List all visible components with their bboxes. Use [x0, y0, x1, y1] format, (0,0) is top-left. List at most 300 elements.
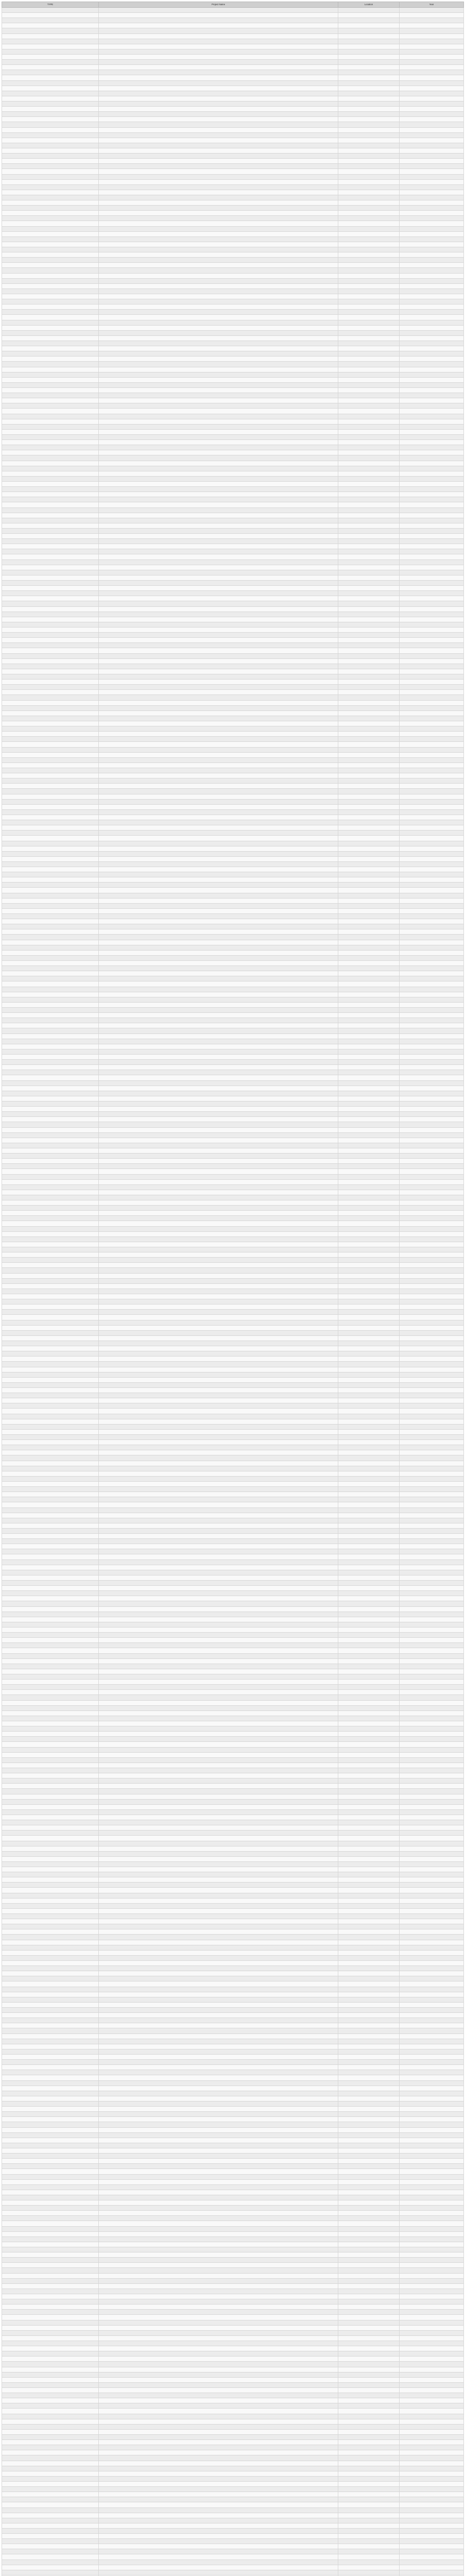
- cell-type: [2, 1070, 99, 1075]
- cell-type: [2, 1908, 99, 1913]
- cell-location: [338, 1528, 400, 1533]
- cell-project-name: [99, 935, 338, 940]
- cell-location: [338, 2132, 400, 2138]
- cell-type: [2, 2398, 99, 2403]
- cell-type: [2, 2122, 99, 2127]
- cell-project-name: [99, 1820, 338, 1825]
- table-row: [2, 1867, 464, 1872]
- table-row: [2, 2132, 464, 2138]
- table-row: [2, 2190, 464, 2195]
- cell-type: [2, 2387, 99, 2393]
- cell-year: [400, 1226, 464, 1231]
- table-row: [2, 1721, 464, 1726]
- cell-project-name: [99, 742, 338, 747]
- cell-project-name: [99, 1315, 338, 1320]
- cell-year: [400, 1981, 464, 1987]
- cell-type: [2, 169, 99, 174]
- cell-year: [400, 2226, 464, 2231]
- table-row: [2, 8, 464, 13]
- cell-type: [2, 1841, 99, 1846]
- cell-project-name: [99, 914, 338, 919]
- table-row: [2, 1169, 464, 1174]
- cell-project-name: [99, 836, 338, 841]
- cell-location: [338, 403, 400, 409]
- cell-year: [400, 2060, 464, 2065]
- cell-project-name: [99, 747, 338, 752]
- cell-location: [338, 1190, 400, 1195]
- cell-project-name: [99, 648, 338, 653]
- table-body: [2, 8, 464, 2576]
- cell-type: [2, 2013, 99, 2018]
- table-row: [2, 2065, 464, 2070]
- cell-project-name: [99, 409, 338, 414]
- cell-project-name: [99, 617, 338, 622]
- table-row: [2, 294, 464, 299]
- cell-type: [2, 1393, 99, 1398]
- cell-type: [2, 2382, 99, 2387]
- cell-location: [338, 997, 400, 1002]
- table-row: [2, 1507, 464, 1513]
- cell-type: [2, 1794, 99, 1799]
- cell-year: [400, 1966, 464, 1971]
- table-row: [2, 1664, 464, 1669]
- cell-type: [2, 987, 99, 992]
- cell-type: [2, 1935, 99, 1940]
- table-row: [2, 898, 464, 903]
- table-row: [2, 2127, 464, 2132]
- table-row: [2, 726, 464, 732]
- cell-location: [338, 1945, 400, 1950]
- cell-location: [338, 206, 400, 211]
- cell-type: [2, 2154, 99, 2159]
- cell-type: [2, 2325, 99, 2330]
- cell-location: [338, 1836, 400, 1841]
- cell-project-name: [99, 179, 338, 184]
- cell-type: [2, 2549, 99, 2554]
- cell-type: [2, 2206, 99, 2211]
- cell-year: [400, 1903, 464, 1908]
- cell-location: [338, 2247, 400, 2252]
- cell-project-name: [99, 2570, 338, 2575]
- cell-year: [400, 1242, 464, 1247]
- cell-project-name: [99, 513, 338, 518]
- table-row: [2, 1851, 464, 1856]
- cell-location: [338, 382, 400, 387]
- cell-type: [2, 721, 99, 726]
- cell-location: [338, 1247, 400, 1252]
- cell-year: [400, 2502, 464, 2507]
- table-row: [2, 2242, 464, 2247]
- cell-project-name: [99, 1143, 338, 1148]
- cell-project-name: [99, 1924, 338, 1929]
- cell-project-name: [99, 1065, 338, 1070]
- cell-type: [2, 2273, 99, 2278]
- cell-type: [2, 1471, 99, 1476]
- cell-project-name: [99, 1289, 338, 1294]
- cell-location: [338, 628, 400, 633]
- cell-location: [338, 1867, 400, 1872]
- cell-location: [338, 13, 400, 18]
- cell-project-name: [99, 247, 338, 252]
- table-row: [2, 877, 464, 883]
- table-row: [2, 1112, 464, 1117]
- cell-year: [400, 65, 464, 70]
- cell-year: [400, 377, 464, 382]
- cell-project-name: [99, 1700, 338, 1705]
- cell-year: [400, 1794, 464, 1799]
- cell-location: [338, 1341, 400, 1346]
- cell-location: [338, 1690, 400, 1695]
- cell-year: [400, 1127, 464, 1132]
- cell-type: [2, 638, 99, 643]
- cell-type: [2, 414, 99, 419]
- cell-location: [338, 1434, 400, 1439]
- table-row: [2, 778, 464, 784]
- cell-year: [400, 2075, 464, 2080]
- cell-year: [400, 39, 464, 44]
- cell-location: [338, 2195, 400, 2200]
- cell-location: [338, 2221, 400, 2226]
- cell-project-name: [99, 877, 338, 883]
- cell-year: [400, 393, 464, 398]
- cell-year: [400, 2216, 464, 2221]
- cell-project-name: [99, 680, 338, 685]
- cell-location: [338, 1773, 400, 1778]
- cell-type: [2, 1836, 99, 1841]
- cell-year: [400, 2450, 464, 2455]
- cell-project-name: [99, 757, 338, 762]
- cell-location: [338, 924, 400, 929]
- cell-location: [338, 424, 400, 429]
- cell-type: [2, 622, 99, 627]
- cell-year: [400, 252, 464, 258]
- table-row: [2, 242, 464, 247]
- cell-location: [338, 44, 400, 49]
- cell-location: [338, 1955, 400, 1960]
- cell-location: [338, 2330, 400, 2335]
- cell-location: [338, 471, 400, 476]
- cell-year: [400, 507, 464, 513]
- table-row: [2, 971, 464, 976]
- cell-year: [400, 560, 464, 565]
- cell-project-name: [99, 8, 338, 13]
- cell-type: [2, 867, 99, 872]
- cell-location: [338, 304, 400, 310]
- cell-year: [400, 945, 464, 950]
- cell-year: [400, 1861, 464, 1867]
- table-row: [2, 1710, 464, 1716]
- cell-year: [400, 669, 464, 674]
- cell-location: [338, 2075, 400, 2080]
- cell-location: [338, 2549, 400, 2554]
- cell-project-name: [99, 1721, 338, 1726]
- cell-type: [2, 549, 99, 554]
- cell-year: [400, 33, 464, 39]
- cell-location: [338, 372, 400, 377]
- cell-location: [338, 945, 400, 950]
- cell-project-name: [99, 1638, 338, 1643]
- cell-type: [2, 283, 99, 289]
- cell-location: [338, 2351, 400, 2357]
- cell-type: [2, 794, 99, 799]
- cell-project-name: [99, 1018, 338, 1023]
- cell-project-name: [99, 1825, 338, 1831]
- cell-project-name: [99, 1263, 338, 1268]
- table-row: [2, 216, 464, 221]
- cell-location: [338, 2487, 400, 2492]
- cell-location: [338, 976, 400, 981]
- table-row: [2, 1341, 464, 1346]
- cell-type: [2, 117, 99, 122]
- cell-type: [2, 2409, 99, 2414]
- table-row: [2, 1075, 464, 1080]
- cell-location: [338, 1184, 400, 1190]
- table-row: [2, 2169, 464, 2174]
- cell-project-name: [99, 1680, 338, 1685]
- cell-type: [2, 2419, 99, 2424]
- cell-project-name: [99, 2487, 338, 2492]
- table-row: [2, 1804, 464, 1809]
- cell-location: [338, 1335, 400, 1341]
- cell-year: [400, 1945, 464, 1950]
- cell-year: [400, 1685, 464, 1690]
- table-row: [2, 528, 464, 533]
- cell-year: [400, 831, 464, 836]
- cell-type: [2, 2216, 99, 2221]
- cell-year: [400, 1757, 464, 1762]
- table-row: [2, 1685, 464, 1690]
- cell-project-name: [99, 1377, 338, 1382]
- cell-type: [2, 236, 99, 242]
- table-row: [2, 382, 464, 387]
- cell-location: [338, 1971, 400, 1976]
- cell-type: [2, 1856, 99, 1861]
- cell-project-name: [99, 903, 338, 908]
- cell-location: [338, 1997, 400, 2002]
- cell-year: [400, 1101, 464, 1106]
- cell-project-name: [99, 429, 338, 434]
- table-row: [2, 1414, 464, 1419]
- table-row: [2, 987, 464, 992]
- cell-project-name: [99, 1955, 338, 1960]
- cell-year: [400, 263, 464, 268]
- cell-type: [2, 1971, 99, 1976]
- cell-project-name: [99, 2492, 338, 2497]
- cell-location: [338, 851, 400, 856]
- cell-year: [400, 1560, 464, 1565]
- cell-location: [338, 2117, 400, 2122]
- cell-location: [338, 1164, 400, 1169]
- table-row: [2, 2195, 464, 2200]
- cell-type: [2, 1258, 99, 1263]
- cell-project-name: [99, 1148, 338, 1153]
- table-row: [2, 1554, 464, 1560]
- cell-location: [338, 1570, 400, 1575]
- cell-year: [400, 955, 464, 960]
- table-row: [2, 1174, 464, 1179]
- cell-type: [2, 54, 99, 59]
- cell-year: [400, 1310, 464, 1315]
- table-row: [2, 1778, 464, 1784]
- cell-project-name: [99, 1935, 338, 1940]
- cell-type: [2, 2429, 99, 2434]
- table-row: [2, 65, 464, 70]
- cell-year: [400, 1091, 464, 1096]
- cell-type: [2, 1726, 99, 1732]
- cell-year: [400, 1883, 464, 1888]
- cell-location: [338, 33, 400, 39]
- table-row: [2, 1961, 464, 1966]
- cell-location: [338, 377, 400, 382]
- cell-type: [2, 2289, 99, 2294]
- cell-location: [338, 211, 400, 216]
- cell-location: [338, 1033, 400, 1039]
- cell-location: [338, 961, 400, 966]
- cell-project-name: [99, 1164, 338, 1169]
- cell-year: [400, 2419, 464, 2424]
- cell-project-name: [99, 1252, 338, 1258]
- cell-year: [400, 1117, 464, 1122]
- cell-location: [338, 466, 400, 471]
- cell-year: [400, 2200, 464, 2206]
- cell-location: [338, 877, 400, 883]
- cell-year: [400, 132, 464, 138]
- cell-type: [2, 2523, 99, 2528]
- table-row: [2, 2372, 464, 2377]
- cell-type: [2, 242, 99, 247]
- table-row: [2, 1877, 464, 1883]
- cell-location: [338, 346, 400, 351]
- cell-type: [2, 1304, 99, 1310]
- cell-type: [2, 1127, 99, 1132]
- cell-type: [2, 289, 99, 294]
- table-row: [2, 54, 464, 59]
- cell-type: [2, 554, 99, 560]
- cell-type: [2, 825, 99, 831]
- table-row: [2, 1929, 464, 1935]
- cell-location: [338, 2434, 400, 2439]
- table-row: [2, 888, 464, 893]
- cell-project-name: [99, 2528, 338, 2533]
- cell-type: [2, 1200, 99, 1206]
- table-row: [2, 1325, 464, 1330]
- cell-project-name: [99, 1320, 338, 1325]
- cell-type: [2, 2252, 99, 2258]
- table-row: [2, 247, 464, 252]
- cell-year: [400, 1138, 464, 1143]
- cell-type: [2, 1341, 99, 1346]
- cell-type: [2, 1544, 99, 1549]
- cell-location: [338, 1633, 400, 1638]
- cell-type: [2, 461, 99, 466]
- cell-year: [400, 1221, 464, 1226]
- table-row: [2, 2382, 464, 2387]
- cell-project-name: [99, 596, 338, 601]
- table-row: [2, 1258, 464, 1263]
- cell-location: [338, 1861, 400, 1867]
- cell-location: [338, 320, 400, 325]
- cell-year: [400, 497, 464, 502]
- cell-type: [2, 2377, 99, 2382]
- cell-location: [338, 1367, 400, 1372]
- cell-location: [338, 1799, 400, 1804]
- cell-type: [2, 1310, 99, 1315]
- cell-project-name: [99, 1247, 338, 1252]
- cell-type: [2, 1044, 99, 1049]
- cell-project-name: [99, 2236, 338, 2242]
- cell-project-name: [99, 304, 338, 310]
- cell-type: [2, 1159, 99, 1164]
- table-row: [2, 1898, 464, 1903]
- cell-type: [2, 1617, 99, 1622]
- cell-year: [400, 1695, 464, 1700]
- cell-type: [2, 1226, 99, 1231]
- table-row: [2, 1831, 464, 1836]
- cell-project-name: [99, 2450, 338, 2455]
- cell-type: [2, 278, 99, 283]
- cell-year: [400, 278, 464, 283]
- cell-year: [400, 2294, 464, 2299]
- cell-type: [2, 1700, 99, 1705]
- cell-location: [338, 1513, 400, 1518]
- cell-project-name: [99, 49, 338, 54]
- table-row: [2, 2476, 464, 2481]
- cell-type: [2, 28, 99, 33]
- table-row: [2, 581, 464, 586]
- cell-location: [338, 1075, 400, 1080]
- table-row: [2, 2054, 464, 2059]
- cell-project-name: [99, 841, 338, 846]
- table-row: [2, 1096, 464, 1101]
- cell-location: [338, 1695, 400, 1700]
- cell-year: [400, 1200, 464, 1206]
- cell-location: [338, 112, 400, 117]
- cell-location: [338, 846, 400, 851]
- cell-type: [2, 455, 99, 461]
- cell-year: [400, 861, 464, 867]
- cell-type: [2, 633, 99, 638]
- cell-location: [338, 2502, 400, 2507]
- table-row: [2, 809, 464, 815]
- cell-year: [400, 2086, 464, 2091]
- cell-year: [400, 70, 464, 75]
- cell-type: [2, 851, 99, 856]
- cell-location: [338, 1502, 400, 1507]
- cell-type: [2, 263, 99, 268]
- cell-project-name: [99, 2497, 338, 2502]
- cell-location: [338, 606, 400, 612]
- cell-type: [2, 80, 99, 86]
- cell-location: [338, 534, 400, 539]
- cell-location: [338, 841, 400, 846]
- cell-location: [338, 1289, 400, 1294]
- cell-year: [400, 258, 464, 263]
- cell-year: [400, 664, 464, 669]
- cell-type: [2, 2054, 99, 2059]
- cell-year: [400, 1143, 464, 1148]
- cell-type: [2, 1851, 99, 1856]
- cell-project-name: [99, 710, 338, 716]
- cell-location: [338, 341, 400, 346]
- cell-type: [2, 1054, 99, 1059]
- table-row: [2, 1669, 464, 1674]
- cell-project-name: [99, 1190, 338, 1195]
- cell-project-name: [99, 330, 338, 335]
- cell-year: [400, 1544, 464, 1549]
- cell-project-name: [99, 2330, 338, 2335]
- cell-location: [338, 1070, 400, 1075]
- table-row: [2, 1690, 464, 1695]
